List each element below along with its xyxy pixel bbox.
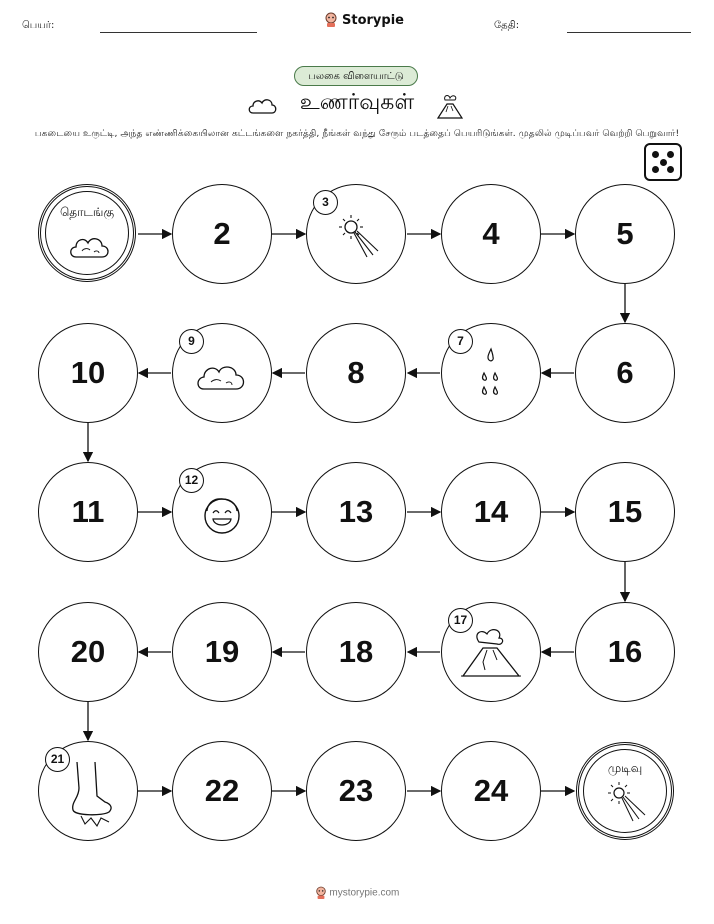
space-number-badge: 21: [45, 747, 70, 772]
board-space[interactable]: 24: [441, 741, 541, 841]
board-space[interactable]: 15: [575, 462, 675, 562]
water-drops-icon: [471, 343, 511, 403]
board-space[interactable]: 16: [575, 602, 675, 702]
space-number-badge: 7: [448, 329, 473, 354]
board-space[interactable]: 18: [306, 602, 406, 702]
page-title: உணர்வுகள்: [299, 90, 415, 115]
board-space[interactable]: 19: [172, 602, 272, 702]
foot-icon: [63, 758, 123, 828]
board-space[interactable]: 2: [172, 184, 272, 284]
space-number-badge: 9: [179, 329, 204, 354]
board-space[interactable]: 10: [38, 323, 138, 423]
board-space[interactable]: 22: [172, 741, 272, 841]
sun-icon: [603, 779, 651, 827]
end-space[interactable]: [576, 742, 674, 840]
board-space[interactable]: 13: [306, 462, 406, 562]
board-space[interactable]: 8: [306, 323, 406, 423]
game-type-tag: பலகை விளையாட்டு: [294, 66, 418, 86]
footer-url[interactable]: mystorypie.com: [329, 887, 400, 899]
start-space[interactable]: [38, 184, 136, 282]
name-label: பெயர்:: [22, 20, 55, 31]
end-label: முடிவு: [607, 761, 643, 775]
space-number-badge: 17: [448, 608, 473, 633]
board-space[interactable]: 4: [441, 184, 541, 284]
laughing-face-icon: [200, 493, 244, 537]
instructions: பகடையை உருட்டி, அந்த எண்ணிக்கையிலான கட்டங்களை நகர்த்தி, நீங்கள் வந்து சேரும் படத்தைப் பெயரிடுங்கள். முதலில் முடிப்பவர் வெற்றி பெறுவார்!: [34, 128, 680, 139]
date-label: தேதி:: [494, 20, 520, 31]
board-space[interactable]: 6: [575, 323, 675, 423]
cloud-icon: [68, 231, 112, 261]
space-number-badge: 3: [313, 190, 338, 215]
footer: [0, 886, 714, 900]
board-space[interactable]: 23: [306, 741, 406, 841]
board-space[interactable]: 20: [38, 602, 138, 702]
storypie-logo-icon: [315, 886, 327, 900]
brand-name: Storypie: [342, 12, 404, 28]
volcano-icon: [459, 626, 523, 682]
space-number-badge: 12: [179, 468, 204, 493]
board-space[interactable]: 14: [441, 462, 541, 562]
board-space[interactable]: 11: [38, 462, 138, 562]
start-label: தொடங்கு: [59, 205, 115, 219]
cloud-icon: [194, 358, 250, 394]
board-space[interactable]: 5: [575, 184, 675, 284]
